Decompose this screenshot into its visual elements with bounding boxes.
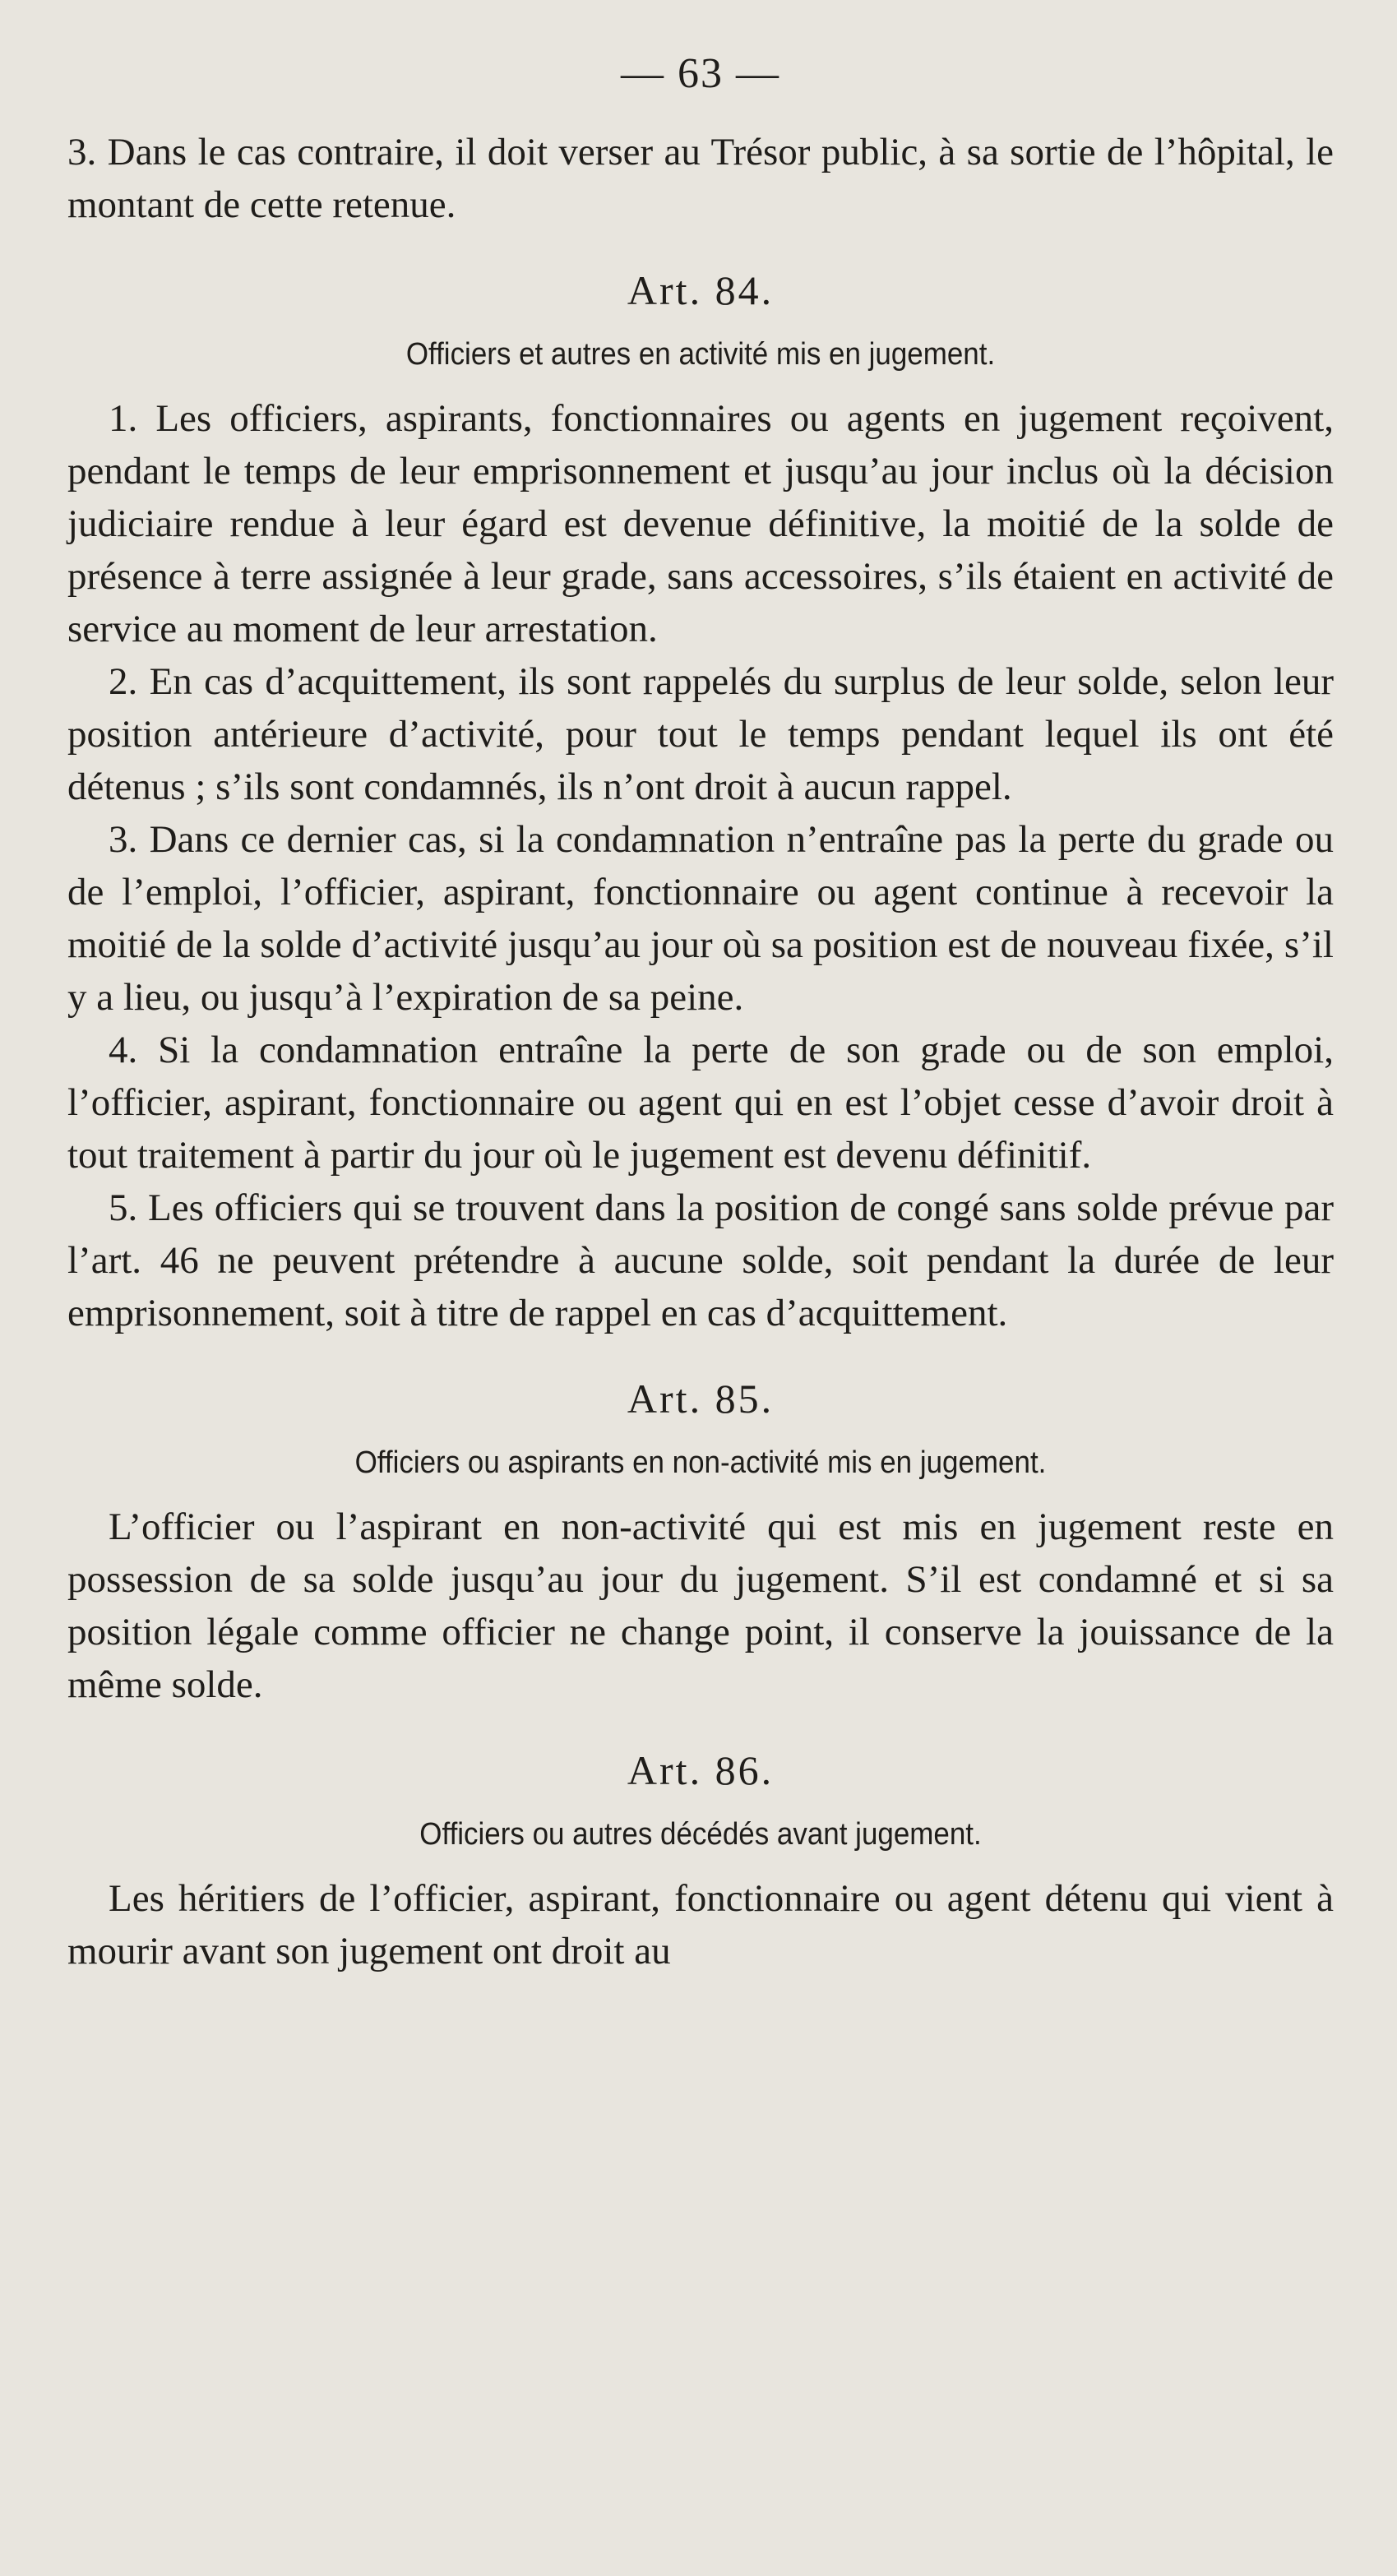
article-subtitle: Officiers ou aspirants en non-activité mis en jugement. bbox=[354, 1445, 1047, 1480]
article-paragraph: 2. En cas d’acquittement, ils sont rappelés du surplus de leur solde, selon leur position antérieure d’activité, pour tout le temps pendant lequel ils ont été détenus ; s’ils sont condamnés, ils n’ont droit à aucun rappel. bbox=[67, 660, 1334, 808]
page-content bbox=[67, 49, 1334, 1977]
intro-paragraph: 3. Dans le cas contraire, il doit verser au Trésor public, à sa sortie de l’hôpital, le montant de cette retenue. bbox=[67, 131, 1334, 226]
article-paragraph: 3. Dans ce dernier cas, si la condamnation n’entraîne pas la perte du grade ou de l’emploi, l’officier, aspirant, fonctionnaire ou agent continue à recevoir la moitié de la solde d’activité jusqu’au jour où sa position est de nouveau fixée, s’il y a lieu, ou jusqu’à l’expiration de sa peine. bbox=[67, 818, 1334, 1019]
article-subtitle: Officiers ou autres décédés avant jugement. bbox=[419, 1817, 982, 1852]
article-86 bbox=[67, 1744, 1334, 1977]
article-84 bbox=[67, 264, 1334, 1339]
article-paragraph: L’officier ou l’aspirant en non-activité qui est mis en jugement reste en possession de sa solde jusqu’au jour du jugement. S’il est condamné et si sa position légale comme officier ne change point, il conserve la jouissance de la même solde. bbox=[67, 1505, 1334, 1706]
page-number: — 63 — bbox=[621, 50, 780, 97]
article-paragraph: 4. Si la condamnation entraîne la perte de son grade ou de son emploi, l’officier, aspirant, fonctionnaire ou agent qui en est l’objet cesse d’avoir droit à tout traitement à partir du jour où le jugement est devenu définitif. bbox=[67, 1029, 1334, 1177]
article-paragraph: 5. Les officiers qui se trouvent dans la position de congé sans solde prévue par l’art. 46 ne peuvent prétendre à aucune solde, soit pendant la durée de leur emprisonnement, soit à titre de rappel en cas d’acquittement. bbox=[67, 1186, 1334, 1334]
article-subtitle: Officiers et autres en activité mis en jugement. bbox=[405, 337, 996, 372]
article-85 bbox=[67, 1372, 1334, 1711]
article-paragraph: Les héritiers de l’officier, aspirant, fonctionnaire ou agent détenu qui vient à mourir avant son jugement ont droit au bbox=[67, 1877, 1334, 1972]
article-paragraph: 1. Les officiers, aspirants, fonctionnaires ou agents en jugement reçoivent, pendant le temps de leur emprisonnement et jusqu’au jour inclus où la décision judiciaire rendue à leur égard est devenue définitive, la moitié de la solde de présence à terre assignée à leur grade, sans accessoires, s’ils étaient en activité de service au moment de leur arrestation. bbox=[67, 397, 1334, 650]
article-title: Art. 84. bbox=[627, 267, 775, 313]
article-title: Art. 86. bbox=[627, 1747, 775, 1793]
article-title: Art. 85. bbox=[627, 1376, 775, 1422]
